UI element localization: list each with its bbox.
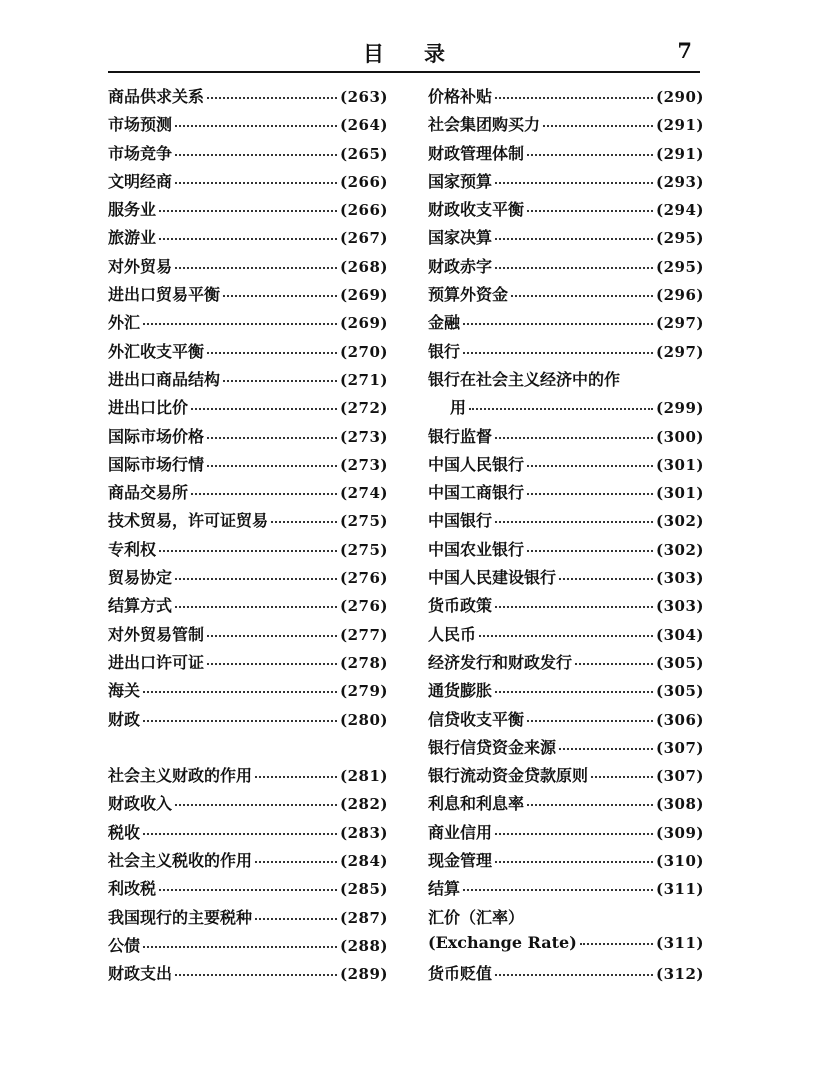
toc-entry-title: 进出口商品结构	[108, 369, 221, 389]
toc-entry	[108, 905, 388, 933]
toc-entry-page: (306)	[655, 710, 704, 729]
header-rule	[108, 71, 700, 73]
dot-leader	[207, 634, 337, 637]
toc-entry	[108, 622, 388, 650]
toc-entry-title: 中国银行	[428, 511, 493, 531]
dot-leader	[495, 973, 653, 976]
toc-entry	[428, 169, 704, 197]
dot-leader	[559, 747, 653, 750]
toc-entry-title: 银行监督	[428, 426, 493, 446]
toc-entry	[108, 593, 388, 621]
dot-leader	[207, 351, 337, 354]
toc-entry-page: (287)	[339, 908, 388, 927]
toc-entry-title: 海关	[108, 681, 141, 701]
toc-entry-page: (311)	[655, 933, 704, 952]
toc-entry	[108, 933, 388, 961]
toc-entry-title: 中国人民建设银行	[428, 568, 557, 588]
toc-entry	[108, 225, 388, 253]
dot-leader	[527, 209, 653, 212]
toc-entry-title: 中国人民银行	[428, 454, 525, 474]
toc-entry-title: 市场预测	[108, 115, 173, 135]
toc-entry-title: 社会集团购买力	[428, 115, 541, 135]
dot-leader	[495, 690, 653, 693]
toc-entry	[428, 622, 704, 650]
dot-leader	[175, 153, 337, 156]
dot-leader	[495, 436, 653, 439]
toc-entry	[108, 310, 388, 338]
toc-entry	[108, 424, 388, 452]
toc-entry-page: (305)	[655, 653, 704, 672]
toc-entry	[108, 452, 388, 480]
toc-entry-title: 国际市场价格	[108, 426, 205, 446]
dot-leader	[143, 322, 337, 325]
toc-entry-page: (276)	[339, 597, 388, 616]
toc-entry	[428, 254, 704, 282]
toc-entry	[428, 84, 704, 112]
toc-entry-title: 我国现行的主要税种	[108, 907, 253, 927]
toc-entry-title: 通货膨胀	[428, 681, 493, 701]
toc-entry-page: (311)	[655, 880, 704, 899]
toc-entry	[108, 707, 388, 735]
dot-leader	[191, 407, 337, 410]
toc-entry-page: (281)	[339, 767, 388, 786]
toc-entry	[108, 735, 388, 763]
toc-entry-page: (299)	[655, 399, 704, 418]
toc-entry-page: (305)	[655, 682, 704, 701]
toc-entry-page: (301)	[655, 455, 704, 474]
toc-entry-title: 服务业	[108, 200, 157, 220]
toc-entry	[108, 848, 388, 876]
toc-entry-title: 结算方式	[108, 596, 173, 616]
toc-entry	[108, 480, 388, 508]
toc-entry-page: (291)	[655, 116, 704, 135]
toc-entry-title: 信贷收支平衡	[428, 709, 525, 729]
toc-entry-title: 进出口许可证	[108, 652, 205, 672]
toc-entry	[428, 876, 704, 904]
toc-entry	[108, 339, 388, 367]
toc-entry	[428, 650, 704, 678]
dot-leader	[255, 917, 337, 920]
toc-entry-page: (275)	[339, 512, 388, 531]
toc-entry-title: 财政管理体制	[428, 143, 525, 163]
toc-entry-title: 银行流动资金贷款原则	[428, 766, 589, 786]
toc-entry-title: 进出口贸易平衡	[108, 285, 221, 305]
dot-leader	[271, 520, 337, 523]
toc-entry	[428, 508, 704, 536]
dot-leader	[495, 520, 653, 523]
toc-entry-title: 利改税	[108, 879, 157, 899]
toc-entry-page: (302)	[655, 540, 704, 559]
dot-leader	[495, 605, 653, 608]
toc-entry-page: (300)	[655, 427, 704, 446]
toc-entry-page: (301)	[655, 484, 704, 503]
toc-entry-page: (310)	[655, 852, 704, 871]
toc-entry-title: 商品交易所	[108, 483, 189, 503]
toc-entry-title: 国际市场行情	[108, 454, 205, 474]
dot-leader	[159, 888, 337, 891]
toc-entry-title: 中国工商银行	[428, 483, 525, 503]
dot-leader	[527, 803, 653, 806]
toc-entry-title: 旅游业	[108, 228, 157, 248]
dot-leader	[511, 294, 653, 297]
toc-entry-title: (Exchange Rate)	[428, 932, 577, 952]
dot-leader	[159, 209, 337, 212]
toc-entry-page: (268)	[339, 257, 388, 276]
toc-entry	[428, 141, 704, 169]
dot-leader	[495, 96, 653, 99]
toc-entry-title: 贸易协定	[108, 568, 173, 588]
toc-entry	[428, 820, 704, 848]
dot-leader	[255, 775, 337, 778]
toc-entry-title: 市场竞争	[108, 143, 173, 163]
toc-entry-page: (297)	[655, 314, 704, 333]
dot-leader	[575, 662, 653, 665]
toc-entry	[108, 876, 388, 904]
toc-entry	[428, 452, 704, 480]
toc-entry	[428, 763, 704, 791]
toc-entry	[108, 650, 388, 678]
toc-entry-page: (291)	[655, 144, 704, 163]
toc-entry-page: (269)	[339, 314, 388, 333]
toc-entry-page: (284)	[339, 852, 388, 871]
toc-entry-page: (273)	[339, 455, 388, 474]
toc-entry-title: 进出口比价	[108, 398, 189, 418]
toc-entry	[428, 367, 704, 395]
dot-leader	[175, 181, 337, 184]
toc-entry-title: 公债	[108, 935, 141, 955]
toc-entry-page: (263)	[339, 88, 388, 106]
dot-leader	[207, 464, 337, 467]
dot-leader	[527, 464, 653, 467]
toc-entry-title: 财政收支平衡	[428, 200, 525, 220]
dot-leader	[495, 181, 653, 184]
dot-leader	[495, 266, 653, 269]
dot-leader	[207, 96, 337, 99]
toc-entry	[108, 197, 388, 225]
toc-entry	[428, 537, 704, 565]
toc-entry	[428, 678, 704, 706]
toc-entry-page: (303)	[655, 569, 704, 588]
toc-entry	[428, 735, 704, 763]
toc-entry-title: 专利权	[108, 539, 157, 559]
toc-entry-page: (309)	[655, 823, 704, 842]
toc-entry-title: 商业信用	[428, 822, 493, 842]
toc-entry-page: (295)	[655, 229, 704, 248]
toc-entry	[108, 565, 388, 593]
toc-entry-title: 商品供求关系	[108, 87, 205, 106]
dot-leader	[527, 719, 653, 722]
page-number: 7	[677, 38, 692, 63]
dot-leader	[463, 322, 653, 325]
toc-entry	[108, 112, 388, 140]
toc-entry-page: (266)	[339, 201, 388, 220]
toc-entry-title: 金融	[428, 313, 461, 333]
toc-entry-title: 财政赤字	[428, 256, 493, 276]
toc-entry	[428, 905, 704, 933]
toc-entry-page: (269)	[339, 286, 388, 305]
toc-entry	[428, 395, 704, 423]
toc-entry	[428, 310, 704, 338]
toc-entry-title: 货币政策	[428, 596, 493, 616]
toc-entry	[108, 367, 388, 395]
dot-leader	[255, 860, 337, 863]
dot-leader	[223, 294, 337, 297]
dot-leader	[175, 124, 337, 127]
toc-entry-page: (280)	[339, 710, 388, 729]
toc-entry-title: 经济发行和财政发行	[428, 652, 573, 672]
toc-entry-title: 汇价（汇率）	[428, 907, 525, 927]
dot-leader	[495, 832, 653, 835]
dot-leader	[495, 237, 653, 240]
toc-entry-page: (288)	[339, 936, 388, 955]
page-header	[108, 36, 700, 76]
toc-entry-page: (307)	[655, 767, 704, 786]
toc-right-column	[428, 84, 704, 990]
toc-entry-page: (285)	[339, 880, 388, 899]
dot-leader	[527, 492, 653, 495]
toc-entry	[108, 84, 388, 112]
toc-entry-title: 人民币	[428, 624, 477, 644]
toc-entry-title: 国家预算	[428, 171, 493, 191]
toc-entry	[108, 961, 388, 989]
toc-entry	[108, 141, 388, 169]
dot-leader	[463, 351, 653, 354]
dot-leader	[591, 775, 653, 778]
toc-entry-title: 用	[450, 398, 467, 418]
toc-entry-title: 技术贸易，许可证贸易	[108, 511, 269, 531]
toc-entry-page: (277)	[339, 625, 388, 644]
toc-entry-page: (275)	[339, 540, 388, 559]
toc-entry-title: 对外贸易	[108, 256, 173, 276]
toc-entry-title: 外汇	[108, 313, 141, 333]
toc-entry-title: 价格补贴	[428, 87, 493, 106]
toc-entry-page: (294)	[655, 201, 704, 220]
dot-leader	[479, 634, 653, 637]
toc-entry	[108, 282, 388, 310]
toc-entry	[428, 933, 704, 961]
toc-entry	[428, 197, 704, 225]
toc-entry-page: (264)	[339, 116, 388, 135]
dot-leader	[143, 832, 337, 835]
toc-entry-title: 中国农业银行	[428, 539, 525, 559]
toc-entry-title: 财政支出	[108, 964, 173, 984]
toc-entry	[428, 480, 704, 508]
toc-entry-page: (290)	[655, 88, 704, 106]
toc-entry	[428, 707, 704, 735]
toc-entry-page: (297)	[655, 342, 704, 361]
toc-entry-page: (273)	[339, 427, 388, 446]
toc-entry	[108, 820, 388, 848]
toc-entry-page: (265)	[339, 144, 388, 163]
toc-entry-title: 对外贸易管制	[108, 624, 205, 644]
toc-entry-title: 利息和利息率	[428, 794, 525, 814]
toc-entry-title: 财政	[108, 709, 141, 729]
toc-entry-title: 现金管理	[428, 851, 493, 871]
toc-entry-page: (279)	[339, 682, 388, 701]
dot-leader	[143, 690, 337, 693]
dot-leader	[580, 942, 653, 945]
toc-entry	[428, 225, 704, 253]
toc-entry-page: (278)	[339, 653, 388, 672]
toc-entry-page: (283)	[339, 823, 388, 842]
toc-entry-page: (302)	[655, 512, 704, 531]
toc-entry-page: (296)	[655, 286, 704, 305]
dot-leader	[207, 662, 337, 665]
toc-entry	[108, 395, 388, 423]
dot-leader	[527, 153, 653, 156]
toc-entry-page: (308)	[655, 795, 704, 814]
toc-entry-page: (304)	[655, 625, 704, 644]
toc-entry-title: 文明经商	[108, 171, 173, 191]
dot-leader	[143, 719, 337, 722]
toc-entry-title: 银行	[428, 341, 461, 361]
toc-entry-page: (276)	[339, 569, 388, 588]
toc-entry	[428, 339, 704, 367]
dot-leader	[175, 266, 337, 269]
toc-entry-page: (307)	[655, 738, 704, 757]
toc-entry	[428, 565, 704, 593]
toc-entry	[108, 508, 388, 536]
toc-entry	[428, 791, 704, 819]
toc-left-column	[108, 84, 388, 990]
toc-entry-page: (270)	[339, 342, 388, 361]
dot-leader	[159, 237, 337, 240]
toc-entry	[428, 848, 704, 876]
toc-entry-page: (295)	[655, 257, 704, 276]
dot-leader	[175, 577, 337, 580]
dot-leader	[469, 407, 653, 410]
toc-entry-page: (267)	[339, 229, 388, 248]
toc-entry-page: (293)	[655, 172, 704, 191]
toc-entry-title: 财政收入	[108, 794, 173, 814]
toc-entry-page: (274)	[339, 484, 388, 503]
toc-entry-title: 预算外资金	[428, 285, 509, 305]
toc-entry	[428, 424, 704, 452]
toc-entry	[108, 169, 388, 197]
dot-leader	[175, 803, 337, 806]
toc-entry-page: (303)	[655, 597, 704, 616]
toc-entry-page: (272)	[339, 399, 388, 418]
dot-leader	[175, 973, 337, 976]
toc-entry	[108, 791, 388, 819]
toc-entry	[108, 763, 388, 791]
toc-entry-title: 结算	[428, 879, 461, 899]
toc-entry	[428, 112, 704, 140]
toc-entry-title: 外汇收支平衡	[108, 341, 205, 361]
dot-leader	[175, 605, 337, 608]
toc-entry-page: (266)	[339, 172, 388, 191]
toc-entry-page: (271)	[339, 370, 388, 389]
toc-entry-page: (289)	[339, 965, 388, 984]
toc-entry-title: 社会主义财政的作用	[108, 766, 253, 786]
toc-entry	[108, 678, 388, 706]
dot-leader	[207, 436, 337, 439]
toc-entry	[108, 254, 388, 282]
dot-leader	[159, 549, 337, 552]
toc-entry	[428, 961, 704, 989]
toc-entry	[108, 537, 388, 565]
dot-leader	[143, 945, 337, 948]
dot-leader	[191, 492, 337, 495]
toc-entry	[428, 593, 704, 621]
toc-entry-title: 银行信贷资金来源	[428, 737, 557, 757]
dot-leader	[527, 549, 653, 552]
toc-entry-title: 社会主义税收的作用	[108, 851, 253, 871]
toc-entry-page: (312)	[655, 965, 704, 984]
toc-entry-title: 国家决算	[428, 228, 493, 248]
toc-entry-title: 银行在社会主义经济中的作	[428, 369, 621, 389]
dot-leader	[559, 577, 653, 580]
page-title: 目录	[363, 41, 485, 66]
dot-leader	[495, 860, 653, 863]
dot-leader	[543, 124, 653, 127]
toc-entry-page: (282)	[339, 795, 388, 814]
toc-entry-title: 税收	[108, 822, 141, 842]
dot-leader	[463, 888, 653, 891]
toc-entry	[428, 282, 704, 310]
toc-entry-title: 货币贬值	[428, 964, 493, 984]
dot-leader	[223, 379, 337, 382]
